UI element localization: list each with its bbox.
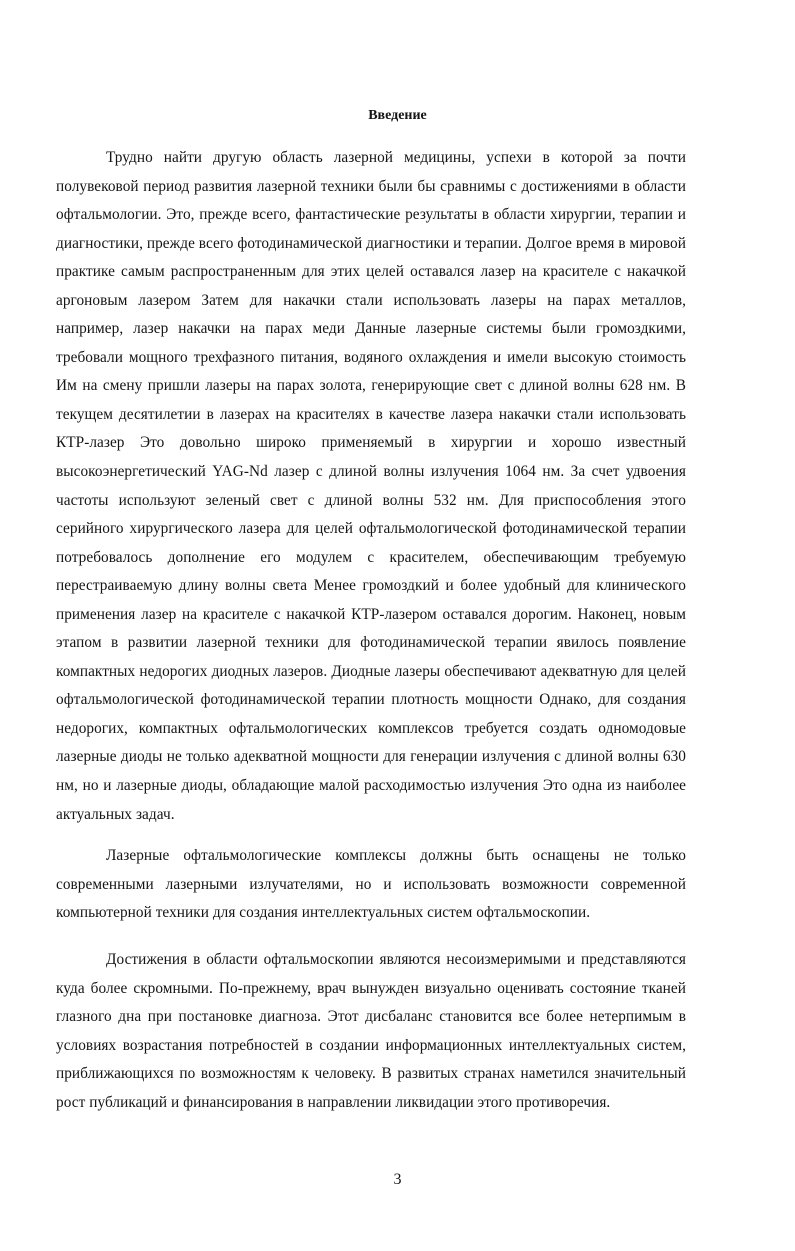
paragraph-ophthalmoscopy: Достижения в области офтальмоскопии являются несоизмеримыми и представляются куда более скромными. По-прежнему, врач вынужден визуально оценивать состояние тканей глазного дна при постановке диагноза. Этот дисбаланс становится все более нетерпимым в условиях возрастания потребностей в создании информационных интеллектуальных систем, приближающихся по возможностям к человеку. В развитых странах наметился значительный рост публикаций и финансирования в направлении ликвидации этого противоречия. [56, 951, 686, 1111]
paragraph-complexes: Лазерные офтальмологические комплексы должны быть оснащены не только современными лазерными излучателями, но и использовать возможности современной компьютерной техники для создания интеллектуальных систем офтальмоскопии. [56, 847, 686, 922]
paragraph-intro: Трудно найти другую область лазерной медицины, успехи в которой за почти полувековой период развития лазерной техники были бы сравнимы с достижениями в области офтальмологии. Это, прежде всего, фантастические результаты в области хирургии, терапии и диагностики, прежде всего фотодинамической диагностики и терапии. Долгое время в мировой практике самым распространенным для этих целей оставался лазер на красителе с накачкой аргоновым лазером Затем для накачки стали использовать лазеры на парах металлов, например, лазер накачки на парах меди Данные лазерные системы были громоздкими, требовали мощного трехфазного питания, водяного охлаждения и имели высокую стоимость Им на смену пришли лазеры на парах золота, генерирующие свет с длиной волны 628 нм. В текущем десятилетии в лазерах на красителях в качестве лазера накачки стали использовать КТР-лазер Это довольно широко применяемый в хирургии и хорошо известный высокоэнергетический YAG-Nd лазер с длиной волны излучения 1064 нм. За счет удвоения частоты используют зеленый свет с длиной волны 532 нм. Для приспособления этого серийного хирургического лазера для целей офтальмологической фотодинамической терапии потребовалось дополнение его модулем с красителем, обеспечивающим требуемую перестраиваемую длину волны света Менее громоздкий и более удобный для клинического применения лазер на красителе с накачкой КТР-лазером оставался дорогим. Наконец, новым этапом в развитии лазерной техники для фотодинамической терапии явилось появление компактных недорогих диодных лазеров. Диодные лазеры обеспечивают адекватную для целей офтальмологической фотодинамической терапии плотность мощности Однако, для создания недорогих, компактных офтальмологических комплексов требуется создать одномодовые лазерные диоды не только адекватной мощности для генерации излучения с длиной волны 630 нм, но и лазерные диоды, обладающие малой расходимостью излучения Это одна из наиболее актуальных задач. [56, 149, 686, 823]
page-title: Введение [368, 108, 427, 123]
page-number: 3 [393, 1171, 402, 1188]
